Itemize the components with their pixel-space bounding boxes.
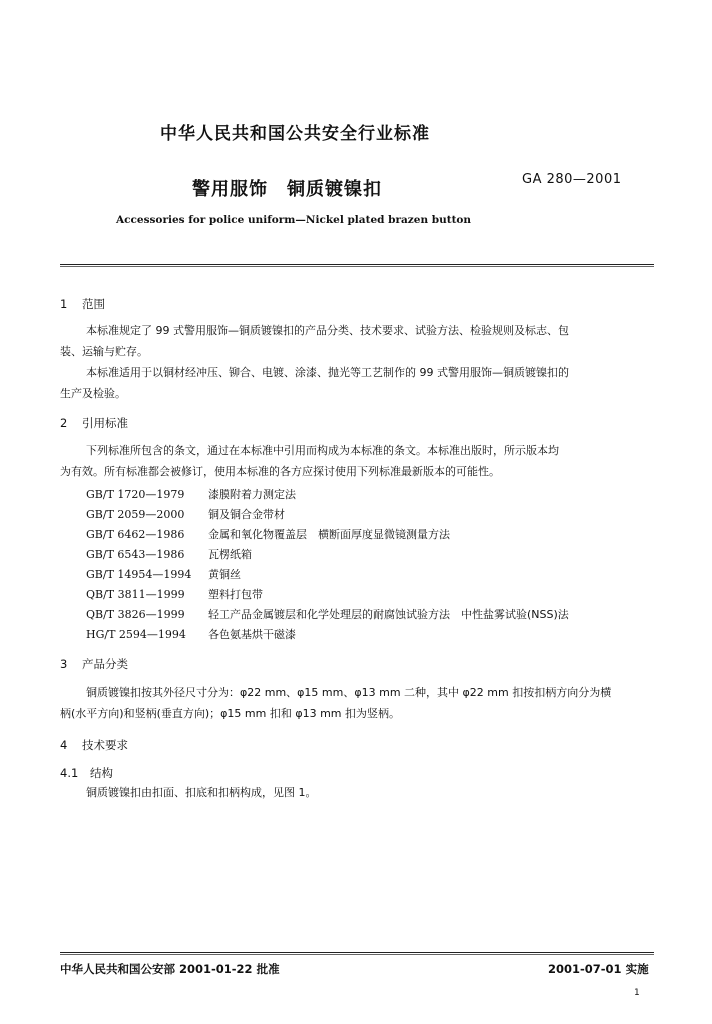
section-2-heading	[60, 415, 128, 431]
subsection-4-1-heading	[60, 765, 113, 781]
reference-item	[86, 506, 285, 522]
page-number: 1	[634, 988, 640, 998]
reference-name: 瓦楞纸箱	[208, 548, 252, 561]
reference-item	[86, 486, 296, 502]
section-number: 2	[60, 416, 68, 430]
section-number: 3	[60, 657, 68, 671]
reference-code: GB/T 14954—1994	[86, 568, 192, 581]
paragraph-line: 本标准规定了 99 式警用服饰—铜质镀镍扣的产品分类、技术要求、试验方法、检验规则及标志、包	[86, 324, 569, 337]
section-title: 引用标准	[82, 416, 128, 430]
top-divider-secondary	[60, 266, 654, 267]
section-title: 技术要求	[82, 738, 128, 752]
subsection-number: 4.1	[60, 766, 79, 780]
standard-type-heading: 中华人民共和国公共安全行业标准	[160, 124, 430, 144]
document-title: 警用服饰 铜质镀镍扣	[192, 179, 382, 200]
document-title-english: Accessories for police uniform—Nickel plated brazen button	[116, 214, 472, 226]
reference-name: 轻工产品金属镀层和化学处理层的耐腐蚀试验方法 中性盐雾试验(NSS)法	[208, 608, 569, 621]
section-1-heading	[60, 296, 105, 312]
reference-name: 塑料打包带	[208, 588, 263, 601]
paragraph-line: 下列标准所包含的条文，通过在本标准中引用而构成为本标准的条文。本标准出版时，所示版本均	[86, 444, 559, 457]
reference-name: 黄铜丝	[208, 568, 241, 581]
reference-code: QB/T 3826—1999	[86, 608, 185, 621]
standard-number: GA 280—2001	[522, 172, 622, 187]
subsection-title: 结构	[90, 766, 113, 780]
section-title: 产品分类	[82, 657, 128, 671]
section-number: 4	[60, 738, 68, 752]
bottom-divider	[60, 952, 654, 953]
reference-code: GB/T 2059—2000	[86, 508, 185, 521]
reference-name: 铜及铜合金带材	[208, 508, 285, 521]
reference-item	[86, 566, 241, 582]
section-number: 1	[60, 297, 68, 311]
section-4-heading	[60, 737, 128, 753]
paragraph-line: 装、运输与贮存。	[60, 345, 148, 358]
top-divider	[60, 264, 654, 265]
section-title: 范围	[82, 297, 105, 311]
paragraph-line: 铜质镀镍扣按其外径尺寸分为：φ22 mm、φ15 mm、φ13 mm 二种，其中 φ22 mm 扣按扣柄方向分为横	[86, 686, 612, 699]
section-3-heading	[60, 656, 128, 672]
reference-item	[86, 626, 296, 642]
paragraph-line: 本标准适用于以铜材经冲压、铆合、电镀、涂漆、抛光等工艺制作的 99 式警用服饰—铜质镀镍扣的	[86, 366, 569, 379]
reference-code: GB/T 6462—1986	[86, 528, 185, 541]
reference-item	[86, 526, 450, 542]
issue-statement: 中华人民共和国公安部 2001-01-22 批准	[60, 962, 280, 976]
reference-code: GB/T 6543—1986	[86, 548, 185, 561]
paragraph-line: 铜质镀镍扣由扣面、扣底和扣柄构成，见图 1。	[86, 786, 317, 799]
bottom-divider-secondary	[60, 954, 654, 955]
reference-item	[86, 546, 252, 562]
reference-name: 漆膜附着力测定法	[208, 488, 296, 501]
reference-code: HG/T 2594—1994	[86, 628, 186, 641]
reference-item	[86, 606, 569, 622]
paragraph-line: 柄(水平方向)和竖柄(垂直方向)；φ15 mm 扣和 φ13 mm 扣为竖柄。	[60, 707, 401, 720]
paragraph-line: 为有效。所有标准都会被修订，使用本标准的各方应探讨使用下列标准最新版本的可能性。	[60, 465, 500, 478]
reference-code: QB/T 3811—1999	[86, 588, 185, 601]
reference-code: GB/T 1720—1979	[86, 488, 185, 501]
reference-name: 各色氨基烘干磁漆	[208, 628, 296, 641]
implementation-date: 2001-07-01 实施	[548, 962, 649, 976]
reference-item	[86, 586, 263, 602]
paragraph-line: 生产及检验。	[60, 387, 126, 400]
reference-name: 金属和氧化物覆盖层 横断面厚度显微镜测量方法	[208, 528, 450, 541]
